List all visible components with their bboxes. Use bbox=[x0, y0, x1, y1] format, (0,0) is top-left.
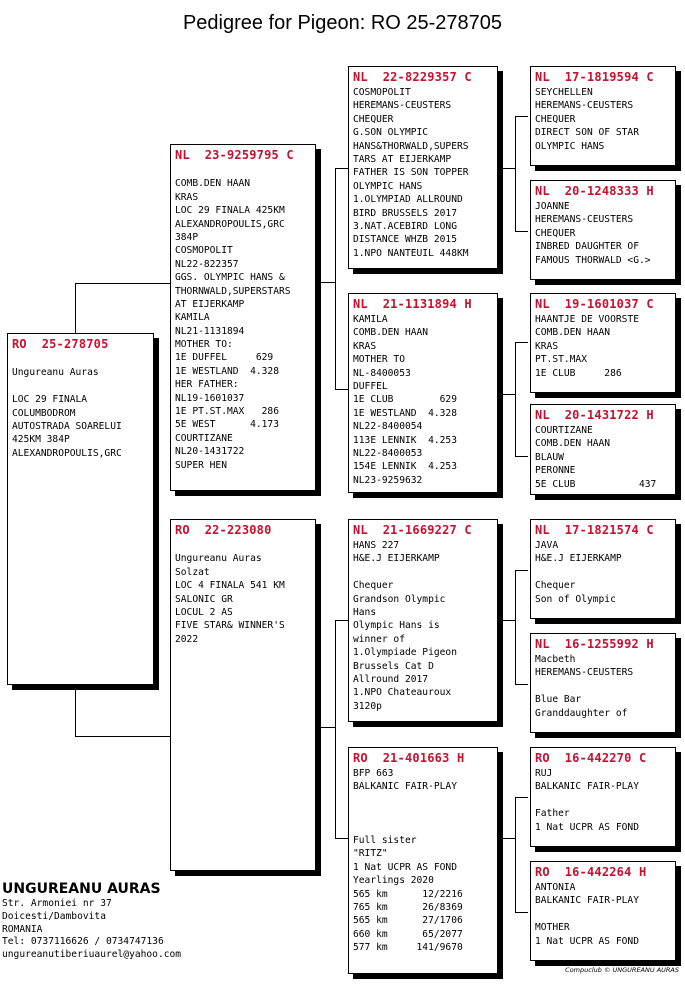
detail-line bbox=[353, 821, 493, 834]
connector bbox=[515, 797, 516, 912]
pigeon-details bbox=[353, 86, 493, 260]
detail-line: ALEXANDROPOULIS,GRC bbox=[175, 218, 285, 230]
owner-info bbox=[2, 880, 181, 962]
detail-line: Granddaughter of bbox=[535, 707, 628, 719]
pigeon-details bbox=[353, 767, 493, 954]
pigeon-card-ggp-3[interactable] bbox=[530, 293, 676, 393]
detail-line: AUTOSTRADA SOARELUI bbox=[12, 420, 122, 432]
detail-line: Ungureanu Auras bbox=[175, 553, 262, 565]
detail-line: Father bbox=[535, 808, 570, 820]
pigeon-details bbox=[535, 313, 671, 380]
detail-line: 1 Nat UCPR AS FOND bbox=[353, 861, 457, 873]
connector bbox=[75, 736, 170, 737]
detail-line: SALONIC GR bbox=[175, 593, 233, 605]
detail-line: LOC 29 FINALA 425KM bbox=[175, 205, 285, 217]
owner-address: Str. Armoniei nr 37 bbox=[2, 898, 112, 909]
detail-line: OLYMPIC HANS bbox=[535, 140, 605, 152]
detail-line: NL20-1431722 bbox=[175, 446, 245, 458]
detail-line: H&E.J EIJERKAMP bbox=[535, 553, 622, 565]
detail-line: winner of bbox=[353, 633, 405, 645]
pigeon-card-mother[interactable] bbox=[170, 519, 316, 871]
detail-line: GGS. OLYMPIC HANS & bbox=[175, 272, 285, 284]
detail-line: COLUMBODROM bbox=[12, 407, 76, 419]
detail-line: Chequer bbox=[535, 580, 576, 592]
detail-line: DIRECT SON OF STAR bbox=[535, 127, 639, 139]
detail-line: Chequer bbox=[353, 580, 394, 592]
pigeon-details bbox=[12, 353, 149, 460]
detail-line: Macbeth bbox=[535, 654, 576, 665]
connector bbox=[502, 394, 515, 395]
pigeon-details bbox=[535, 653, 671, 720]
detail-line: COMB.DEN HAAN bbox=[535, 327, 611, 339]
detail-line: COMB.DEN HAAN bbox=[535, 438, 611, 450]
detail-line: Blue Bar bbox=[535, 694, 582, 706]
detail-line bbox=[12, 380, 149, 393]
detail-line: 1E WESTLAND 4.328 bbox=[353, 407, 457, 419]
detail-line: NL22-822357 bbox=[175, 258, 239, 270]
connector bbox=[335, 620, 348, 621]
connector bbox=[502, 838, 515, 839]
detail-line: COSMOPOLIT bbox=[175, 245, 233, 257]
connector bbox=[335, 168, 336, 389]
detail-line: COMB.DEN HAAN bbox=[175, 178, 251, 190]
detail-line: SUPER HEN bbox=[175, 459, 227, 471]
detail-line: NL-8400053 bbox=[353, 367, 411, 379]
connector bbox=[515, 342, 516, 456]
ring-number: NL 23-9259795 C bbox=[175, 148, 294, 162]
detail-line: MOTHER TO: bbox=[175, 339, 233, 351]
ring-number: RO 21-401663 H bbox=[353, 751, 465, 765]
pigeon-card-paternal-grandfather[interactable] bbox=[348, 66, 498, 269]
detail-line: 1.NPO NANTEUIL 448KM bbox=[353, 247, 469, 259]
detail-line: HANS 227 bbox=[353, 540, 400, 551]
connector bbox=[320, 282, 335, 283]
detail-line: COURTIZANE bbox=[175, 432, 233, 444]
connector bbox=[75, 283, 170, 284]
detail-line: LOC 4 FINALA 541 KM bbox=[175, 580, 285, 592]
owner-city: Doicesti/Dambovita bbox=[2, 910, 106, 922]
detail-line: NL23-9259632 bbox=[353, 474, 423, 486]
detail-line: 1 Nat UCPR AS FOND bbox=[535, 935, 639, 947]
detail-line: PERONNE bbox=[535, 465, 576, 477]
detail-line: BLAUW bbox=[535, 451, 564, 463]
owner-email[interactable]: ungureanutiberiuaurel@yahoo.com bbox=[2, 949, 182, 961]
pigeon-card-paternal-grandmother[interactable] bbox=[348, 293, 498, 493]
detail-line: FATHER IS SON TOPPER bbox=[353, 167, 469, 179]
detail-line bbox=[175, 539, 311, 552]
detail-line bbox=[353, 566, 493, 579]
detail-line: 765 km 26/8369 bbox=[353, 901, 463, 913]
detail-line: 1 Nat UCPR AS FOND bbox=[535, 821, 639, 833]
pigeon-card-ggp-7[interactable] bbox=[530, 747, 676, 847]
detail-line: 1E WESTLAND 4.328 bbox=[175, 365, 279, 377]
detail-line: Ungureanu Auras bbox=[12, 367, 99, 379]
detail-line: 3120p bbox=[353, 700, 382, 712]
pigeon-card-ggp-1[interactable] bbox=[530, 66, 676, 166]
detail-line: 1E CLUB 629 bbox=[353, 394, 457, 406]
pigeon-details bbox=[535, 200, 671, 267]
pigeon-details bbox=[353, 539, 493, 713]
connector bbox=[335, 620, 336, 838]
ring-number: RO 16-442264 H bbox=[535, 865, 647, 879]
detail-line: JOANNE bbox=[535, 201, 570, 212]
detail-line: CHEQUER bbox=[353, 113, 394, 125]
detail-line: COMB.DEN HAAN bbox=[353, 327, 429, 339]
detail-line: 1E CLUB 286 bbox=[535, 367, 622, 379]
detail-line: CHEQUER bbox=[535, 113, 576, 125]
detail-line: ANTONIA bbox=[535, 882, 576, 893]
detail-line: OLYMPIC HANS bbox=[353, 180, 423, 192]
pigeon-card-ggp-6[interactable] bbox=[530, 633, 676, 733]
ring-number: NL 22-8229357 C bbox=[353, 70, 472, 84]
connector bbox=[502, 620, 515, 621]
owner-phone: Tel: 0737116626 / 0734747136 bbox=[2, 936, 164, 948]
detail-line: Olympic Hans is bbox=[353, 620, 440, 632]
detail-line: Son of Olympic bbox=[535, 593, 616, 605]
owner-country: ROMANIA bbox=[2, 923, 43, 935]
detail-line: NL21-1131894 bbox=[175, 325, 245, 337]
detail-line: Solzat bbox=[175, 566, 210, 578]
detail-line: BALKANIC FAIR-PLAY bbox=[535, 781, 639, 793]
pigeon-details bbox=[535, 539, 671, 606]
detail-line: HAANTJE DE VOORSTE bbox=[535, 314, 639, 325]
detail-line: G.SON OLYMPIC bbox=[353, 127, 429, 139]
detail-line: COURTIZANE bbox=[535, 425, 593, 436]
ring-number: NL 19-1601037 C bbox=[535, 297, 654, 311]
detail-line: Hans bbox=[353, 606, 377, 618]
ring-number: NL 17-1819594 C bbox=[535, 70, 654, 84]
detail-line: 154E LENNIK 4.253 bbox=[353, 461, 457, 473]
detail-line: H&E.J EIJERKAMP bbox=[353, 553, 440, 565]
connector bbox=[515, 116, 516, 231]
pigeon-details bbox=[535, 881, 671, 948]
detail-line: 1E PT.ST.MAX 286 bbox=[175, 406, 279, 418]
pigeon-details bbox=[535, 86, 671, 153]
pigeon-card-father[interactable] bbox=[170, 144, 316, 491]
pigeon-card-ggp-4[interactable] bbox=[530, 404, 676, 495]
detail-line: COSMOPOLIT bbox=[353, 87, 411, 98]
pigeon-card-ggp-8[interactable] bbox=[530, 861, 676, 961]
detail-line: HEREMANS-CEUSTERS bbox=[535, 667, 634, 679]
detail-line: Allround 2017 bbox=[353, 673, 429, 685]
detail-line: Yearlings 2020 bbox=[353, 875, 434, 887]
pigeon-details bbox=[353, 313, 493, 487]
detail-line: MOTHER bbox=[535, 922, 570, 934]
ring-number: NL 16-1255992 H bbox=[535, 637, 654, 651]
detail-line: BIRD BRUSSELS 2017 bbox=[353, 207, 457, 219]
detail-line: 1.Olympiade Pigeon bbox=[353, 647, 457, 659]
detail-line: Brussels Cat D bbox=[353, 660, 434, 672]
detail-line: KAMILA bbox=[353, 314, 388, 325]
detail-line: DISTANCE WHZB 2015 bbox=[353, 234, 457, 246]
detail-line: KAMILA bbox=[175, 312, 210, 324]
detail-line: FIVE STAR& WINNER'S bbox=[175, 620, 285, 632]
detail-line: PT.ST.MAX bbox=[535, 354, 587, 366]
detail-line bbox=[353, 807, 493, 820]
detail-line bbox=[12, 353, 149, 366]
detail-line: SEYCHELLEN bbox=[535, 87, 593, 98]
detail-line: 1E DUFFEL 629 bbox=[175, 352, 274, 364]
detail-line: FAMOUS THORWALD <G.> bbox=[535, 254, 651, 266]
detail-line: 565 km 12/2216 bbox=[353, 888, 463, 900]
pigeon-details bbox=[175, 164, 311, 472]
detail-line bbox=[353, 794, 493, 807]
detail-line: Grandson Olympic bbox=[353, 593, 446, 605]
detail-line: JAVA bbox=[535, 540, 559, 551]
detail-line: CHEQUER bbox=[535, 227, 576, 239]
pigeon-details bbox=[175, 539, 311, 646]
owner-name: UNGUREANU AURAS bbox=[2, 881, 161, 897]
detail-line: TARS AT EIJERKAMP bbox=[353, 153, 452, 165]
ring-number: NL 21-1669227 C bbox=[353, 523, 472, 537]
detail-line: MOTHER TO bbox=[353, 354, 405, 366]
ring-number: NL 20-1248333 H bbox=[535, 184, 654, 198]
detail-line: Full sister bbox=[353, 834, 417, 846]
detail-line: 1.NPO Chateauroux bbox=[353, 687, 452, 699]
connector bbox=[515, 231, 528, 232]
detail-line: HEREMANS-CEUSTERS bbox=[535, 214, 634, 226]
detail-line: NL19-1601037 bbox=[175, 392, 245, 404]
connector bbox=[320, 727, 335, 728]
ring-number: NL 20-1431722 H bbox=[535, 408, 654, 422]
page-title: Pedigree for Pigeon: RO 25-278705 bbox=[182, 12, 503, 34]
detail-line: NL22-8400054 bbox=[353, 421, 423, 433]
detail-line: 113E LENNIK 4.253 bbox=[353, 434, 457, 446]
detail-line: "RITZ" bbox=[353, 848, 388, 860]
detail-line: HEREMANS-CEUSTERS bbox=[535, 100, 634, 112]
detail-line: 577 km 141/9670 bbox=[353, 942, 463, 954]
pigeon-card-subject[interactable] bbox=[7, 333, 154, 685]
detail-line: INBRED DAUGHTER OF bbox=[535, 241, 639, 253]
connector bbox=[515, 570, 528, 571]
detail-line: 660 km 65/2077 bbox=[353, 928, 463, 940]
footer-credit: Compuclub © UNGUREANU AURAS bbox=[565, 966, 679, 974]
connector bbox=[502, 168, 515, 169]
detail-line bbox=[175, 164, 311, 177]
pigeon-details bbox=[535, 767, 671, 834]
detail-line: KRAS bbox=[175, 191, 199, 203]
ring-number: NL 21-1131894 H bbox=[353, 297, 472, 311]
ring-number: NL 17-1821574 C bbox=[535, 523, 654, 537]
detail-line: 5E CLUB 437 bbox=[535, 478, 657, 490]
detail-line: 425KM 384P bbox=[12, 434, 70, 446]
connector bbox=[515, 456, 528, 457]
connector bbox=[515, 797, 528, 798]
pigeon-card-ggp-2[interactable] bbox=[530, 180, 676, 280]
detail-line bbox=[535, 680, 671, 693]
pigeon-card-maternal-grandfather[interactable] bbox=[348, 519, 498, 722]
connector bbox=[515, 912, 528, 913]
connector bbox=[515, 570, 516, 684]
connector bbox=[335, 838, 348, 839]
detail-line: 5E WEST 4.173 bbox=[175, 419, 279, 431]
ring-number: RO 25-278705 bbox=[12, 337, 109, 351]
detail-line: NL22-8400053 bbox=[353, 447, 423, 459]
detail-line: 3.NAT.ACEBIRD LONG bbox=[353, 220, 457, 232]
detail-line: ALEXANDROPOULIS,GRC bbox=[12, 447, 122, 459]
detail-line bbox=[535, 908, 671, 921]
ring-number: RO 22-223080 bbox=[175, 523, 272, 537]
detail-line: 1.OLYMPIAD ALLROUND bbox=[353, 194, 463, 206]
detail-line: AT EIJERKAMP bbox=[175, 298, 245, 310]
connector bbox=[335, 168, 348, 169]
detail-line: LOC 29 FINALA bbox=[12, 394, 88, 406]
detail-line: RUJ bbox=[535, 768, 553, 779]
detail-line: HEREMANS-CEUSTERS bbox=[353, 100, 452, 112]
detail-line: KRAS bbox=[535, 340, 559, 352]
connector bbox=[515, 684, 528, 685]
detail-line: KRAS bbox=[353, 340, 377, 352]
detail-line: BALKANIC FAIR-PLAY bbox=[353, 781, 457, 793]
connector bbox=[515, 116, 528, 117]
pigeon-details bbox=[535, 424, 671, 491]
detail-line: DUFFEL bbox=[353, 380, 388, 392]
pigeon-card-maternal-grandmother[interactable] bbox=[348, 747, 498, 974]
detail-line: HANS&THORWALD,SUPERS bbox=[353, 140, 469, 152]
detail-line: BFP 663 bbox=[353, 768, 394, 779]
ring-number: RO 16-442270 C bbox=[535, 751, 647, 765]
detail-line: THORNWALD,SUPERSTARS bbox=[175, 285, 291, 297]
detail-line: 2022 bbox=[175, 633, 199, 645]
detail-line bbox=[535, 566, 671, 579]
detail-line bbox=[535, 794, 671, 807]
detail-line: BALKANIC FAIR-PLAY bbox=[535, 895, 639, 907]
detail-line: 384P bbox=[175, 231, 199, 243]
detail-line: 565 km 27/1706 bbox=[353, 915, 463, 927]
connector bbox=[335, 389, 348, 390]
detail-line: LOCUL 2 AS bbox=[175, 606, 233, 618]
detail-line: HER FATHER: bbox=[175, 379, 239, 391]
connector bbox=[515, 342, 528, 343]
pigeon-card-ggp-5[interactable] bbox=[530, 519, 676, 619]
